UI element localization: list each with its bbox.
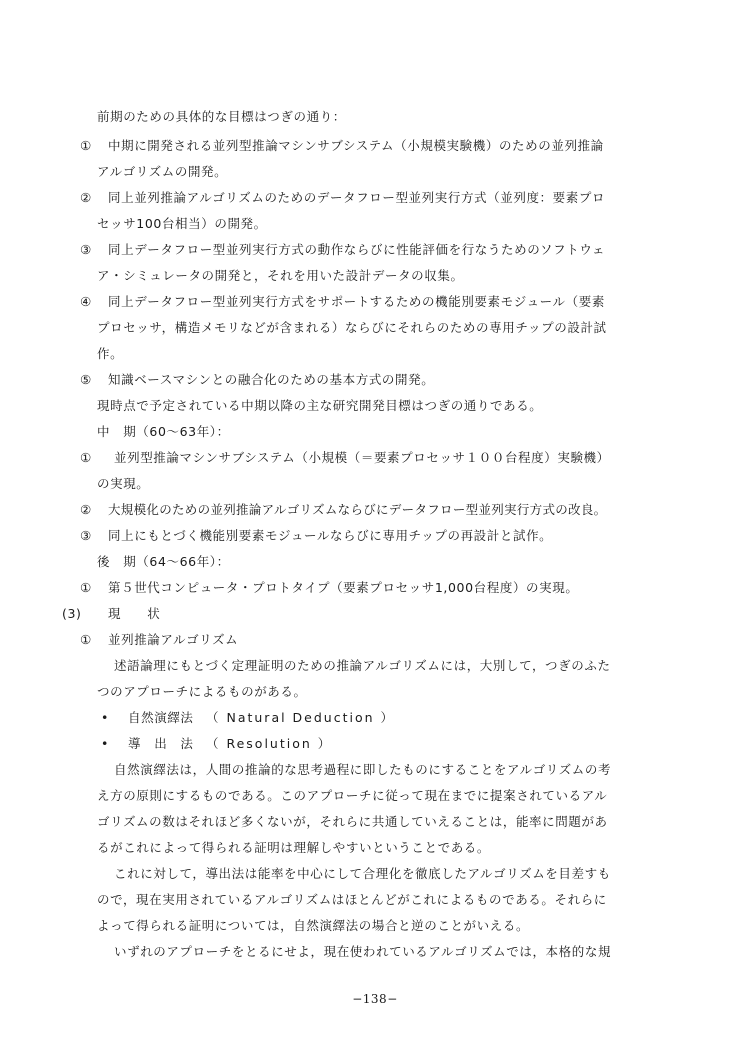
mid-period-heading: 中 期（60～63年）： bbox=[97, 424, 230, 439]
para2-line-4: るがこれによって得られる証明は理解しやすいということである。 bbox=[97, 840, 491, 855]
late-goal-1-marker: ① bbox=[80, 580, 92, 595]
section-title: 現 状 bbox=[108, 606, 161, 621]
para3-line-3: よって得られる証明については，自然演繹法の場合と逆のことがいえる。 bbox=[97, 918, 530, 933]
mid-goal-3-line-1: 同上にもとづく機能別要素モジュールならびに専用チップの再設計と試作。 bbox=[108, 528, 553, 543]
para4-line-1: いずれのアプローチをとるにせよ，現在使われているアルゴリズムでは，本格的な規 bbox=[114, 944, 612, 959]
mid-goal-1-line-1: 並列型推論マシンサブシステム（小規模（＝要素プロセッサ１００台程度）実験機） bbox=[114, 450, 610, 465]
later-intro-text: 現時点で予定されている中期以降の主な研究開発目標はつぎの通りである。 bbox=[97, 398, 543, 413]
mid-goal-2-marker: ② bbox=[80, 502, 92, 517]
approach-2-name: 導 出 法 bbox=[128, 736, 194, 751]
mid-goal-1-line-2: の実現。 bbox=[97, 476, 150, 491]
para1-line-1: 述語論理にもとづく定理証明のための推論アルゴリズムには，大別して，つぎのふた bbox=[114, 658, 611, 673]
goal-3-marker: ③ bbox=[80, 242, 92, 257]
goal-5-line-1: 知識ベースマシンとの融合化のための基本方式の開発。 bbox=[108, 372, 435, 387]
approach-1-english: （ Natural Deduction ） bbox=[206, 710, 396, 725]
subsection-marker: ① bbox=[80, 632, 92, 647]
goal-2-line-2: セッサ100台相当）の開発。 bbox=[97, 216, 267, 231]
para3-line-2: ので，現在実用されているアルゴリズムはほとんどがこれによるものである。それらに bbox=[97, 892, 607, 907]
approach-1-bullet: • bbox=[101, 710, 109, 725]
goal-3-line-2: ア・シミュレータの開発と，それを用いた設計データの収集。 bbox=[97, 268, 464, 283]
goal-1-line-1: 中期に開発される並列型推論マシンサブシステム（小規模実験機）のための並列推論 bbox=[108, 138, 604, 153]
para2-line-2: え方の原則にするものである。このアプローチに従って現在までに提案されているアル bbox=[97, 788, 608, 803]
subsection-title: 並列推論アルゴリズム bbox=[108, 632, 239, 647]
para1-line-2: つのアプローチによるものがある。 bbox=[97, 684, 307, 699]
goal-4-marker: ④ bbox=[80, 294, 92, 309]
goal-2-line-1: 同上並列推論アルゴリズムのためのデータフロー型並列実行方式（並列度：要素プロ bbox=[108, 190, 606, 205]
approach-1-name: 自然演繹法 bbox=[128, 710, 194, 725]
para3-line-1: これに対して，導出法は能率を中心にして合理化を徹底したアルゴリズムを目差すも bbox=[114, 866, 611, 881]
goal-4-line-2: プロセッサ，構造メモリなどが含まれる）ならびにそれらのための専用チップの設計試 bbox=[97, 320, 607, 335]
goal-2-marker: ② bbox=[80, 190, 92, 205]
para2-line-3: ゴリズムの数はそれほど多くないが，それらに共通していえることは，能率に問題があ bbox=[97, 814, 608, 829]
goal-4-line-1: 同上データフロー型並列実行方式をサポートするための機能別要素モジュール（要素 bbox=[108, 294, 605, 309]
mid-goal-1-marker: ① bbox=[80, 450, 92, 465]
goal-5-marker: ⑤ bbox=[80, 372, 92, 387]
intro-text: 前期のための具体的な目標はつぎの通り： bbox=[97, 109, 346, 124]
approach-2-bullet: • bbox=[101, 736, 109, 751]
late-period-heading: 後 期（64～66年）： bbox=[97, 554, 230, 569]
mid-goal-3-marker: ③ bbox=[80, 528, 92, 543]
section-number: (3) bbox=[62, 606, 82, 621]
late-goal-1-line-1: 第５世代コンピュータ・プロトタイプ（要素プロセッサ1,000台程度）の実現。 bbox=[108, 580, 579, 595]
para2-line-1: 自然演繹法は，人間の推論的な思考過程に即したものにすることをアルゴリズムの考 bbox=[114, 762, 612, 777]
goal-1-marker: ① bbox=[80, 138, 92, 153]
page-number: −138− bbox=[352, 992, 398, 1006]
goal-4-line-3: 作。 bbox=[97, 346, 124, 361]
goal-1-line-2: アルゴリズムの開発。 bbox=[97, 164, 228, 179]
mid-goal-2-line-1: 大規模化のための並列推論アルゴリズムならびにデータフロー型並列実行方式の改良。 bbox=[108, 502, 607, 517]
goal-3-line-1: 同上データフロー型並列実行方式の動作ならびに性能評価を行なうためのソフトウェ bbox=[108, 242, 606, 257]
approach-2-english: （ Resolution ） bbox=[206, 736, 333, 751]
